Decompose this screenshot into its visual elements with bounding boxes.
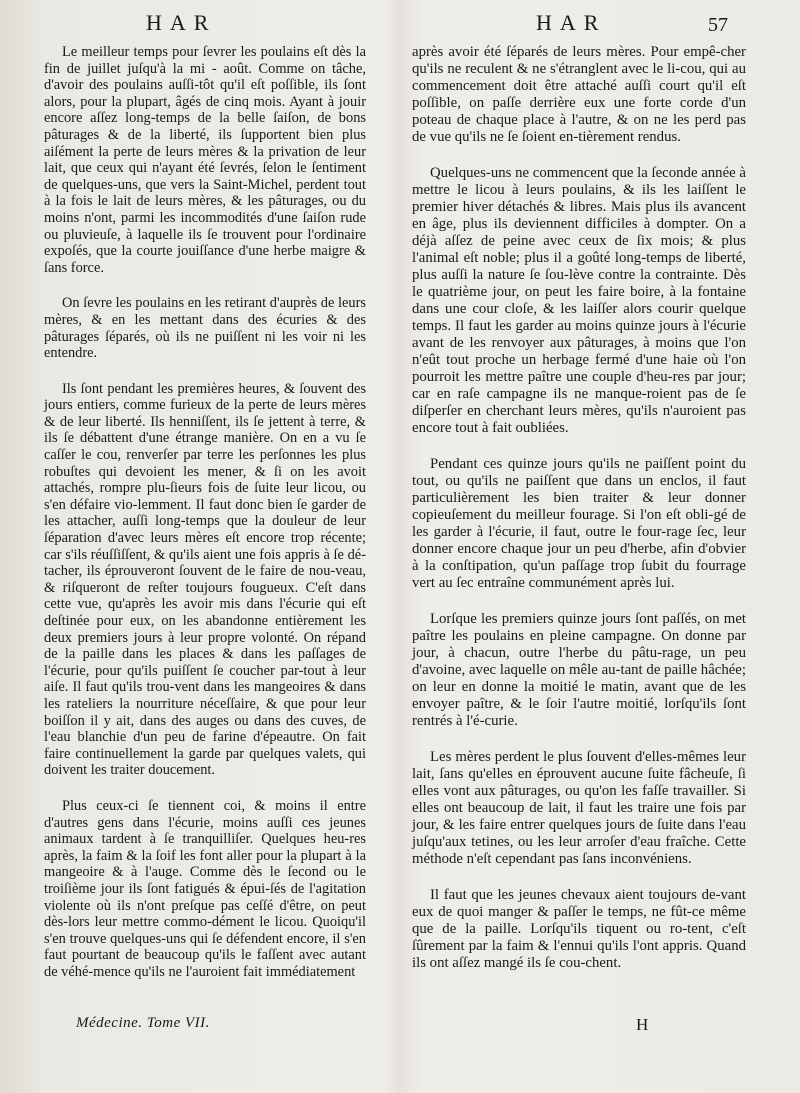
page-number: 57 bbox=[708, 14, 728, 36]
footer-volume: Médecine. Tome VII. bbox=[76, 1015, 210, 1031]
signature-mark: H bbox=[636, 1015, 649, 1034]
paragraph: Le meilleur temps pour ſevrer les poulains eſt dès la fin de juillet juſqu'à la mi - août. Comme on tâche, d'avoir des poulains auſſi-tôt qu'il eſt poſſible, ils ſont alors, pour la plupart, âgés de cinq mois. Ayant à jouir encore aſſez long-temps de la belle ſaiſon, de bons pâturages & de la liberté, ils ſupportent bien plus aiſément la perte de leurs mères & la privation de leur lait, que ceux qui n'ayant été ſevrés, ſelon le ſentiment de quelques-uns, que vers la Saint-Michel, perdent tout à la fois le lait de leurs mères, & les pâturages, ou du moins n'ont, parmi les incommodités d'une ſaiſon rude ou pluvieuſe, à laquelle ils ſe trouvent pour l'ordinaire expoſés, que la courte jouiſſance d'une herbe maigre & ſans force. bbox=[44, 44, 366, 276]
left-column bbox=[44, 44, 366, 999]
paragraph: Lorſque les premiers quinze jours ſont paſſés, on met paître les poulains en pleine campagne. On donne par jour, à chacun, outre l'herbe du pâtu-rage, un peu d'avoine, avec laquelle on mêle au-tant de paille hâchée; on leur en donne la moitié le matin, avant que de les envoyer paître, & le ſoir l'autre moitié, lorſqu'ils ſont rentrés à l'é-curie. bbox=[412, 611, 746, 729]
paragraph: On ſevre les poulains en les retirant d'auprès de leurs mères, & en les mettant dans des écuries & des pâturages ſéparés, où ils ne puiſſent ni les voir ni les entendre. bbox=[44, 295, 366, 362]
running-head-right: HAR bbox=[536, 10, 607, 35]
paragraph: Pendant ces quinze jours qu'ils ne paiſſent point du tout, ou qu'ils ne paiſſent que dans un enclos, il faut particulièrement les bien traiter & leur donner copieuſement du meilleur fourage. Si l'on eſt obli-gé de les garder à l'écurie, il faut, outre le four-rage ſec, leur donner encore chaque jour un peu d'herbe, afin d'obvier à la conſtipation, qu'un paſſage trop ſubit du fourrage vert au ſec entraîne communément après lui. bbox=[412, 456, 746, 591]
paragraph: Ils ſont pendant les premières heures, & ſouvent des jours entiers, comme furieux de la perte de leurs mères & de leur liberté. Ils henniſſent, ils ſe jettent à terre, & ils ſe débattent d'une étrange manière. On en a vu ſe caſſer le cou, renverſer par terre les perſonnes les plus robuſtes qui devoient les mener, & ſi on les avoit attachés, rompre plu-ſieurs fois de ſuite leur licou, ou s'en défaire vio-lemment. Il faut donc bien ſe garder de les attacher, auſſi long-temps que la douleur de leur ſéparation d'avec leurs mères eſt encore trop récente; car s'ils réuſſiſſent, & qu'ils aient une fois appris à ſe dé-tacher, ils éprouveront ſouvent de le faire de nou-veau, & riſqueront de reſter toujours fougueux. C'eſt dans cette vue, qu'après les avoir mis dans l'écurie qui eſt deſtinée pour eux, on les abandonne entièrement les deux premiers jours à leur propre volonté. On répand de la paille dans les places & dans les paſſages de l'écurie, pour qu'ils puiſſent ſe coucher par-tout à leur aiſe. Il faut qu'ils trou-vent dans les mangeoires & dans les rateliers la nourriture néceſſaire, & que pour leur boiſſon il y ait, dans des auges ou dans des cuves, de l'eau blanchie d'un peu de farine d'épeautre. On fait faire continuellement la garde par quelques valets, qui doivent les traiter doucement. bbox=[44, 380, 366, 779]
right-column bbox=[412, 44, 746, 991]
running-head-left: HAR bbox=[146, 10, 217, 35]
paragraph: après avoir été ſéparés de leurs mères. Pour empê-cher qu'ils ne reculent & ne s'étranglent avec le li-cou, qui au commencement doit être attaché auſſi court qu'il eſt poſſible, on paſſe derrière eux une forte corde d'un poteau de chaque place à l'autre, & on ne les perd pas de vue qu'ils ne ſe ſoient en-tièrement rendus. bbox=[412, 44, 746, 145]
paragraph: Il faut que les jeunes chevaux aient toujours de-vant eux de quoi manger & paſſer le temps, ne fût-ce même que de la paille. Lorſqu'ils tiquent ou ro-tent, c'eſt ſûrement par la faim & l'ennui qu'ils l'ont appris. Quand ils ont aſſez mangé ils ſe cou-chent. bbox=[412, 887, 746, 971]
paragraph: Plus ceux-ci ſe tiennent coi, & moins il entre d'autres gens dans l'écurie, moins auſſi ces jeunes animaux tardent à ſe tranquilliſer. Quelques heu-res après, la faim & la ſoif les font aller pour la plupart à la mangeoire & à l'auge. Comme dès le ſecond ou le troiſième jour ils ſont fatigués & épui-ſés de l'agitation violente où ils n'ont preſque pas ceſſé d'être, on peut dès-lors leur mettre commo-dément le licou. Quoiqu'il s'en trouve quelques-uns qui ſe défendent encore, il s'en faut pourtant de beaucoup qu'ils le faſſent avec autant de véhé-mence qu'ils ne l'auroient fait immédiatement bbox=[44, 797, 366, 980]
paragraph: Les mères perdent le plus ſouvent d'elles-mêmes leur lait, ſans qu'elles en éprouvent aucune ſuite fâcheuſe, ſi elles vont aux pâturages, ou qu'on les faſſe travailler. Si elles ont beaucoup de lait, il faut les traire une fois par jour, & les faire entrer quelques jours de ſuite dans l'eau juſqu'aux tetines, ou les leur arroſer d'eau fraîche. Cette méthode n'eſt cependant pas ſans inconvéniens. bbox=[412, 749, 746, 867]
paragraph: Quelques-uns ne commencent que la ſeconde année à mettre le licou à leurs poulains, & ils les laiſſent le premier hiver détachés & libres. Mais plus ils avancent en âge, plus ils deviennent difficiles à dompter. On a déjà aſſez de peine avec ceux de ſix mois; & plus l'animal eſt noble; plus il a goûté long-temps de liberté, plus auſſi la nature ſe ſou-lève contre la contrainte. Dès le quatrième jour, on peut les faire boire, à la fontaine dans une cour cloſe, & les laiſſer alors courir quelque temps. Il faut les garder au moins quinze jours à l'écurie avant de les renvoyer aux pâturages, à moins que l'on n'eût tout proche un herbage fermé d'une haie où l'on pourroit les mettre paître une couple d'heu-res par jour; car en raſe campagne ils ne manque-roient pas de ſe diſperſer en cherchant leurs mères, qu'ils n'auroient pas encore tout à fait oubliées. bbox=[412, 165, 746, 436]
